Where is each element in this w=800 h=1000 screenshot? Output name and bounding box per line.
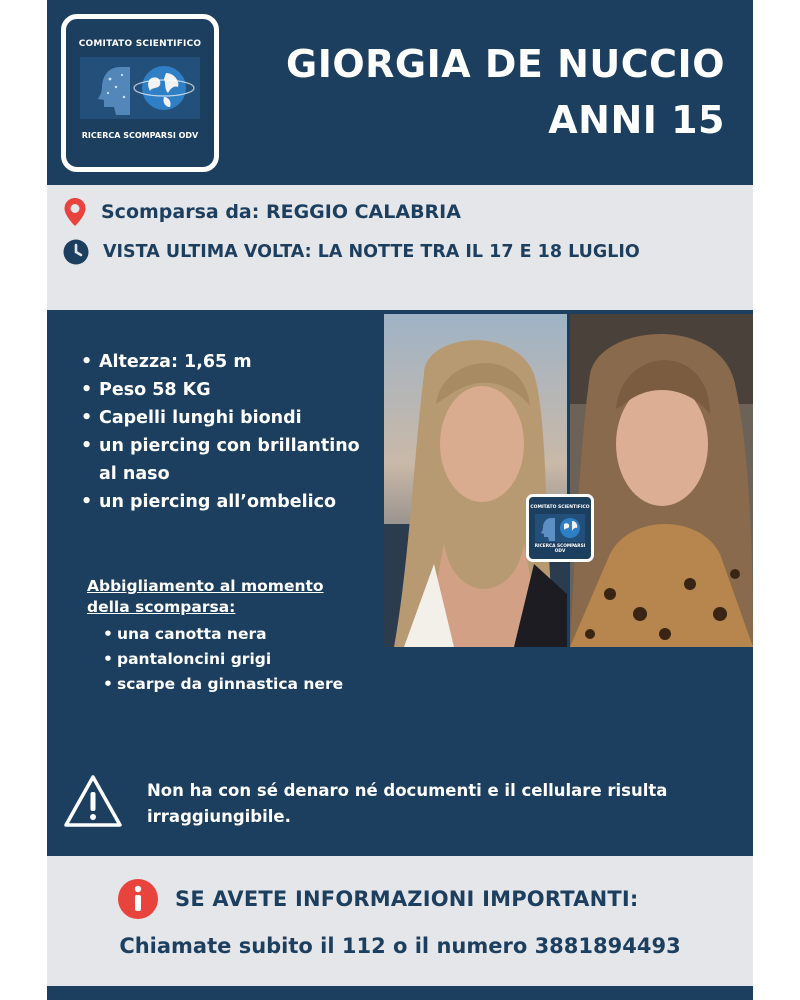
watermark-globe-icon (535, 514, 585, 542)
physical-description-list (81, 348, 381, 516)
warning-note (63, 770, 743, 840)
warning-text: Non ha con sé denaro né documenti e il cellulare risulta irraggiungibile. (147, 781, 668, 826)
description-item: • Capelli lunghi biondi (81, 404, 381, 432)
contact-phone-line: Chiamate subito il 112 o il numero 3881894493 (119, 934, 681, 958)
map-pin-icon (63, 197, 87, 227)
contact-heading: SE AVETE INFORMAZIONI IMPORTANTI: (175, 887, 639, 911)
watermark-top-text: COMITATO SCIENTIFICO (530, 505, 590, 510)
missing-person-age: ANNI 15 (548, 98, 725, 142)
details-section (47, 310, 753, 855)
clock-icon (63, 239, 89, 265)
photos-panel (384, 314, 753, 647)
warning-triangle-icon (63, 774, 123, 828)
logo-bottom-text: RICERCA SCOMPARSI ODV (81, 131, 199, 140)
clothing-item: • una canotta nera (103, 622, 347, 647)
location-text: Scomparsa da: REGGIO CALABRIA (101, 201, 461, 223)
info-icon (117, 878, 159, 920)
location-row (63, 197, 461, 227)
description-item: • un piercing con brillantino al naso (81, 432, 381, 488)
missing-person-poster (47, 0, 753, 1000)
contact-section (47, 856, 753, 986)
clothing-list (103, 622, 347, 697)
clothing-item: • pantaloncini grigi (103, 647, 347, 672)
poster-title (286, 36, 725, 148)
photo-left (384, 314, 567, 647)
watermark-logo (526, 494, 594, 562)
missing-person-name: GIORGIA DE NUCCIO (286, 42, 725, 86)
organization-logo (61, 14, 219, 172)
photo-right (570, 314, 753, 647)
logo-top-text: COMITATO SCIENTIFICO (78, 39, 202, 49)
last-seen-row (63, 239, 640, 265)
description-item: • Altezza: 1,65 m (81, 348, 381, 376)
description-item: • Peso 58 KG (81, 376, 381, 404)
info-band (47, 185, 753, 310)
watermark-bottom-text: RICERCA SCOMPARSI ODV (534, 544, 586, 554)
logo-globe-head-icon (80, 57, 200, 119)
bottom-bar (47, 986, 753, 1000)
clothing-item: • scarpe da ginnastica nere (103, 672, 347, 697)
clothing-section (87, 576, 347, 697)
last-seen-text: VISTA ULTIMA VOLTA: LA NOTTE TRA IL 17 E 18 LUGLIO (103, 242, 640, 262)
description-item: • un piercing all’ombelico (81, 488, 381, 516)
header (47, 0, 753, 185)
contact-heading-row (117, 878, 639, 920)
clothing-heading: Abbigliamento al momento della scomparsa: (87, 577, 324, 616)
